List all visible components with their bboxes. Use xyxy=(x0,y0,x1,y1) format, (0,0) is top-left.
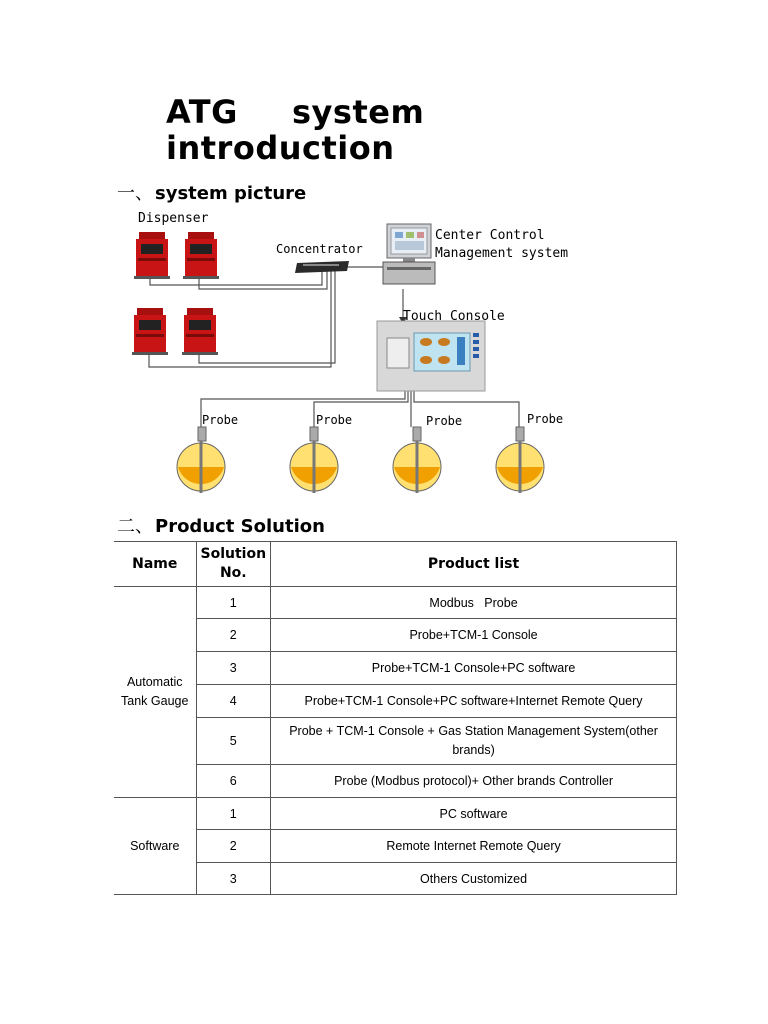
tank-3 xyxy=(393,427,441,493)
product-cell: Probe+TCM-1 Console xyxy=(271,619,677,652)
product-cell: Probe+TCM-1 Console+PC software+Internet Remote Query xyxy=(271,685,677,718)
section-label: Product Solution xyxy=(155,516,325,537)
product-cell: Probe+TCM-1 Console+PC software xyxy=(271,652,677,685)
table-row xyxy=(114,652,677,685)
group-name-software: Software xyxy=(114,798,196,895)
label-probe-1: Probe xyxy=(202,413,239,427)
tank-1 xyxy=(177,427,225,493)
page-title xyxy=(166,94,466,166)
solution-no: 2 xyxy=(196,619,271,652)
section-number: 二、 xyxy=(117,516,153,537)
table-row xyxy=(114,765,677,798)
header-product-list: Product list xyxy=(271,542,677,587)
solution-no: 6 xyxy=(196,765,271,798)
solution-no: 4 xyxy=(196,685,271,718)
label-touch-console: Touch Console xyxy=(403,309,505,324)
product-cell xyxy=(271,718,677,765)
solution-no: 1 xyxy=(196,798,271,830)
solution-no: 3 xyxy=(196,652,271,685)
label-probe-2: Probe xyxy=(316,413,353,427)
table-row xyxy=(114,718,677,765)
product-line2: brands) xyxy=(452,743,495,757)
concentrator-device xyxy=(295,261,349,273)
dispenser-4 xyxy=(182,308,218,355)
label-concentrator: Concentrator xyxy=(276,242,363,256)
dispenser-2 xyxy=(183,232,219,279)
section-label: system picture xyxy=(155,183,307,204)
tank-4 xyxy=(496,427,544,493)
header-name: Name xyxy=(114,542,196,587)
dispenser-3 xyxy=(132,308,168,355)
product-cell: Others Customized xyxy=(271,863,677,895)
label-center-control-line2: Management system xyxy=(435,246,569,261)
section-heading-system-picture xyxy=(117,179,306,205)
header-solution-line1: Solution xyxy=(200,546,267,562)
product-cell: Probe (Modbus protocol)+ Other brands Controller xyxy=(271,765,677,798)
table-row xyxy=(114,587,677,619)
product-solution-table xyxy=(114,541,677,895)
product-cell: Remote Internet Remote Query xyxy=(271,830,677,863)
table-header-row xyxy=(114,542,677,587)
dispenser-1 xyxy=(134,232,170,279)
product-line1: Probe + TCM-1 Console + Gas Station Management System(other xyxy=(289,724,658,738)
group-name-line1: Automatic xyxy=(126,675,183,689)
product-cell: Modbus Probe xyxy=(271,587,677,619)
header-solution-line2: No. xyxy=(219,565,247,581)
center-control-computer xyxy=(383,224,435,284)
solution-no: 1 xyxy=(196,587,271,619)
label-probe-4: Probe xyxy=(527,412,564,426)
group-name-line2: Tank Gauge xyxy=(121,694,189,708)
label-dispenser: Dispenser xyxy=(138,211,209,226)
table-row xyxy=(114,830,677,863)
title-word-system: system xyxy=(292,93,425,131)
section-heading-product-solution xyxy=(117,512,325,538)
title-word-atg: ATG xyxy=(166,93,238,131)
touch-console-device xyxy=(377,321,485,391)
solution-no: 2 xyxy=(196,830,271,863)
label-center-control-line1: Center Control xyxy=(435,228,545,243)
group-name-automatic-tank-gauge xyxy=(114,587,196,798)
product-cell: PC software xyxy=(271,798,677,830)
header-solution-no xyxy=(196,542,271,587)
system-diagram xyxy=(117,205,577,503)
solution-no: 3 xyxy=(196,863,271,895)
solution-no: 5 xyxy=(196,718,271,765)
table-row xyxy=(114,798,677,830)
table-row xyxy=(114,619,677,652)
table-row xyxy=(114,863,677,895)
table-row xyxy=(114,685,677,718)
section-number: 一、 xyxy=(117,183,153,204)
title-word-introduction: introduction xyxy=(166,129,395,167)
tank-2 xyxy=(290,427,338,493)
label-probe-3: Probe xyxy=(426,414,463,428)
